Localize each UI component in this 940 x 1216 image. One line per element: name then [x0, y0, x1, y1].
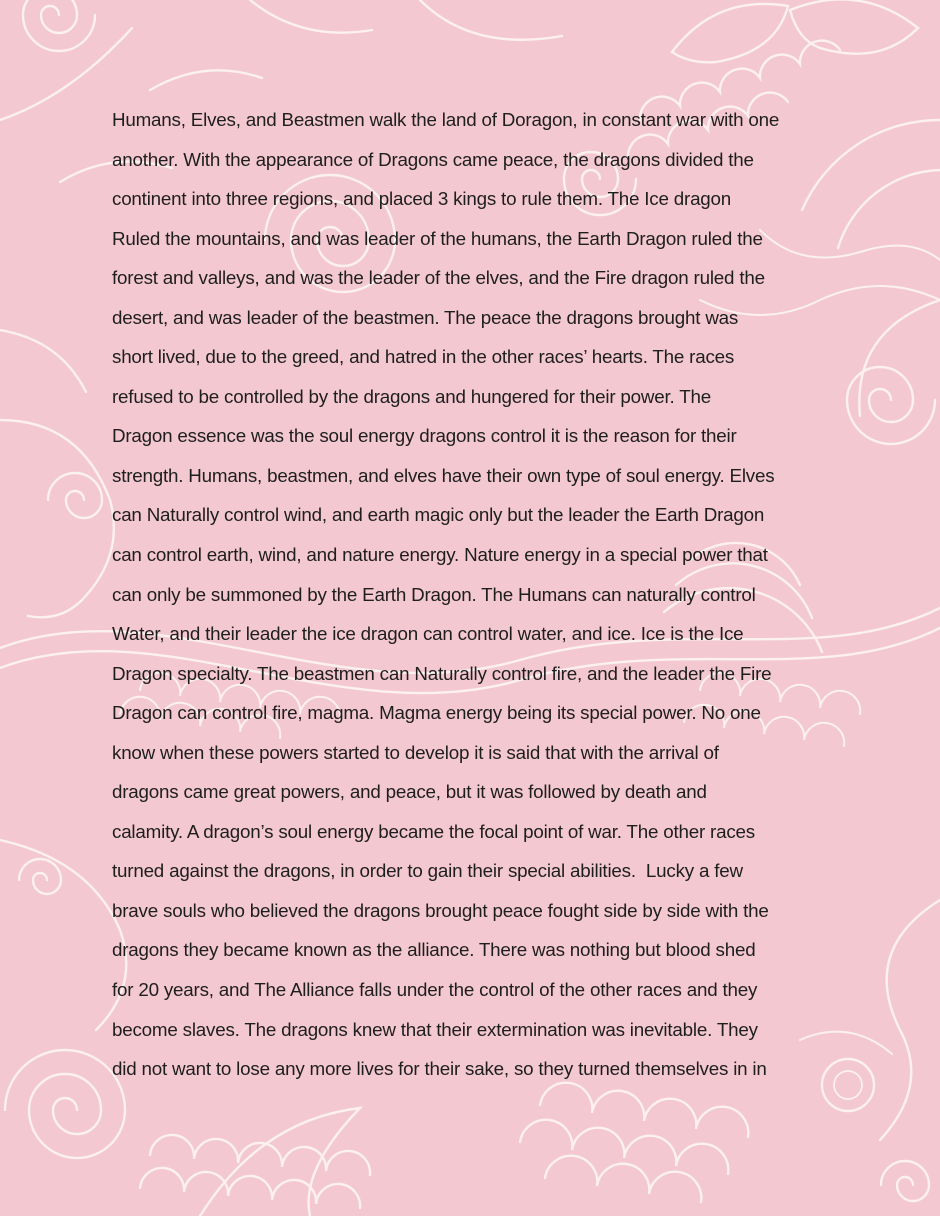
text-line: Humans, Elves, and Beastmen walk the land of Doragon, in constant war with one — [112, 109, 780, 130]
text-line: refused to be controlled by the dragons and hungered for their power. The — [112, 385, 711, 407]
cloud-curve — [420, 0, 562, 40]
large-spiral — [5, 1050, 125, 1158]
text-line: continent into three regions, and placed 3 kings to rule them. The Ice dragon — [112, 188, 732, 210]
text-line: Dragon specialty. The beastmen can Naturally control fire, and the leader the Fire — [112, 662, 772, 684]
shell-curve — [859, 300, 940, 416]
text-line: know when these powers started to develop it is said that with the arrival of — [112, 741, 719, 763]
cloud-spiral — [48, 473, 102, 518]
text-line: for 20 years, and The Alliance falls under the control of the other races and they — [112, 979, 758, 1001]
fan-arc — [838, 170, 940, 248]
text-line: dragons they became known as the alliance. There was nothing but blood shed — [112, 939, 756, 961]
flame-petal — [790, 0, 918, 54]
text-line: strength. Humans, beastmen, and elves have their own type of soul energy. Elves — [112, 464, 775, 486]
text-line: turned against the dragons, in order to gain their special abilities. Lucky a few — [112, 860, 743, 882]
text-line: forest and valleys, and was the leader of the elves, and the Fire dragon ruled the — [112, 267, 765, 289]
text-line: Dragon can control fire, magma. Magma energy being its special power. No one — [112, 702, 761, 724]
cloud-hook — [0, 420, 114, 617]
text-line: Dragon essence was the soul energy dragons control it is the reason for their — [112, 425, 737, 447]
story-paragraph — [112, 100, 834, 1089]
cloud-hook — [0, 840, 126, 1030]
scale-row — [140, 1168, 360, 1208]
text-line: become slaves. The dragons knew that their extermination was inevitable. They — [112, 1018, 758, 1040]
text-line: desert, and was leader of the beastmen. The peace the dragons brought was — [112, 306, 739, 328]
shell-spiral — [847, 367, 935, 444]
scale-row — [540, 1083, 748, 1137]
cloud-hook — [0, 330, 86, 392]
text-line: another. With the appearance of Dragons came peace, the dragons divided the — [112, 148, 754, 170]
text-line: brave souls who believed the dragons brought peace fought side by side with the — [112, 899, 769, 921]
text-line: can Naturally control wind, and earth magic only but the leader the Earth Dragon — [112, 504, 765, 526]
text-line: Ruled the mountains, and was leader of the humans, the Earth Dragon ruled the — [112, 227, 763, 249]
text-line: calamity. A dragon’s soul energy became the focal point of war. The other races — [112, 820, 755, 842]
cloud-curve — [250, 0, 372, 33]
text-line: can only be summoned by the Earth Dragon. The Humans can naturally control — [112, 583, 756, 605]
dragon-pearl-inner — [834, 1071, 862, 1099]
text-line: did not want to lose any more lives for their sake, so they turned themselves in in — [112, 1058, 767, 1080]
cloud-spiral — [881, 1161, 929, 1201]
wave-curve — [200, 1108, 360, 1216]
scale-row — [545, 1156, 701, 1202]
text-line: short lived, due to the greed, and hatred in the other races’ hearts. The races — [112, 346, 735, 368]
text-line: can control earth, wind, and nature energy. Nature energy in a special power that — [112, 544, 768, 566]
flame-petal — [672, 4, 788, 62]
cloud-spiral — [23, 0, 95, 51]
flame-tendril — [880, 900, 940, 1140]
cloud-curve — [150, 70, 262, 90]
scale-row — [150, 1135, 370, 1175]
text-line: Water, and their leader the ice dragon can control water, and ice. Ice is the Ice — [112, 623, 744, 645]
text-line: dragons came great powers, and peace, but it was followed by death and — [112, 781, 707, 803]
cloud-spiral — [19, 859, 61, 894]
scale-row — [520, 1120, 728, 1174]
